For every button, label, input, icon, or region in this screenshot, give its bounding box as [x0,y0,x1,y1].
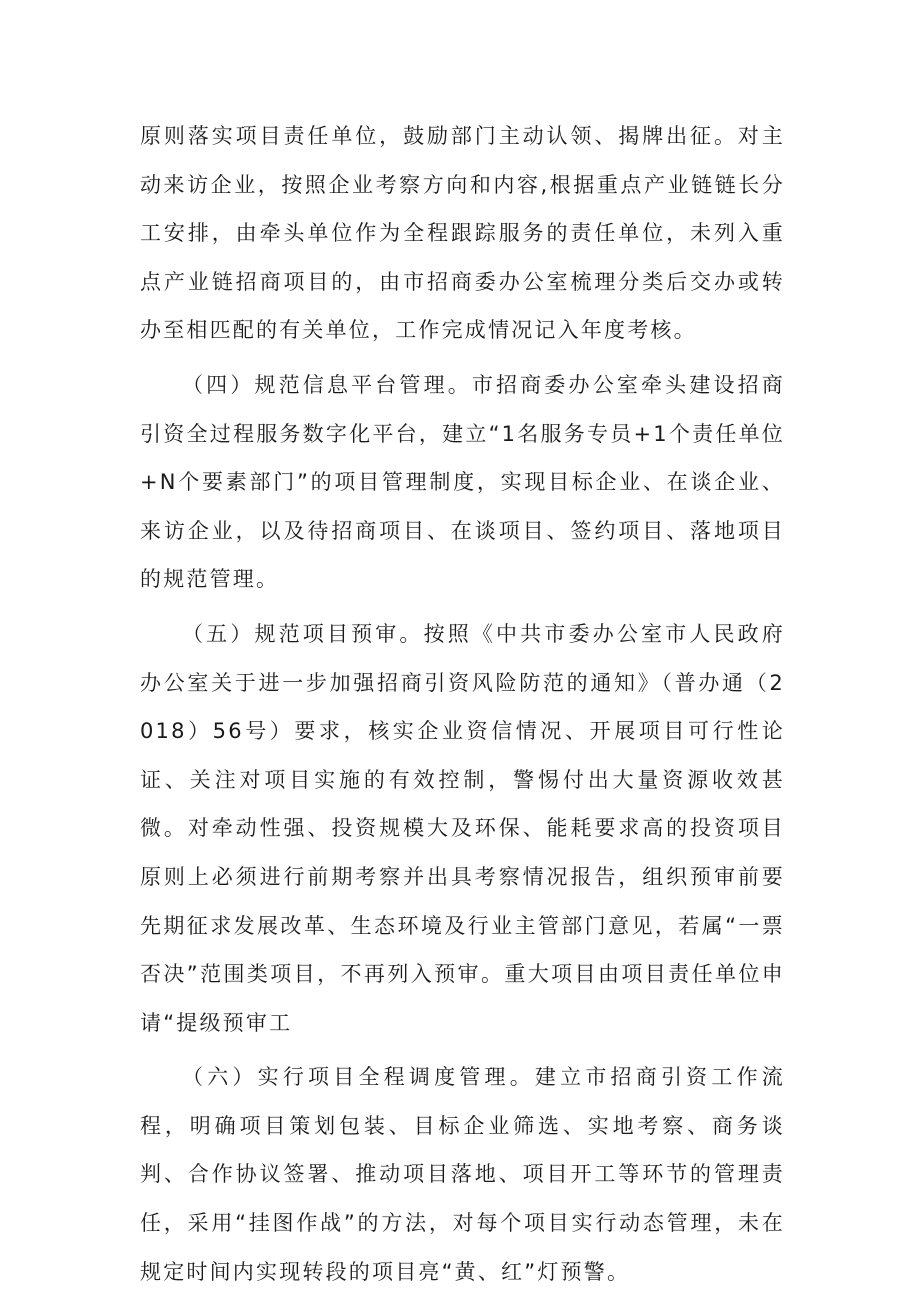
paragraph-section-4: （四）规范信息平台管理。市招商委办公室牵头建设招商引资全过程服务数字化平台，建立“1名服务专员+1个责任单位+N个要素部门”的项目管理制度，实现目标企业、在谈企业、来访企业，以及待招商项目、在谈项目、签约项目、落地项目的规范管理。 [140,372,785,592]
paragraph-section-5: （五）规范项目预审。按照《中共市委办公室市人民政府办公室关于进一步加强招商引资风险防范的通知》（普办通（2018）56号）要求，核实企业资信情况、开展项目可行性论证、关注对项目实施的有效控制，警惕付出大量资源收效甚微。对牵动性强、投资规模大及环保、能耗要求高的投资项目原则上必须进行前期考察并出具考察情况报告，组织预审前要先期征求发展改革、生态环境及行业主管部门意见，若属“一票否决”范围类项目，不再列入预审。重大项目由项目责任单位申请“提级预审工 [140,621,785,1035]
paragraph-section-6: （六）实行项目全程调度管理。建立市招商引资工作流程，明确项目策划包装、目标企业筛选、实地考察、商务谈判、合作协议签署、推动项目落地、项目开工等环节的管理责任，采用“挂图作战”的方法，对每个项目实行动态管理，未在规定时间内实现转段的项目亮“黄、红”灯预警。 [140,1065,785,1284]
document-body [140,112,785,1296]
paragraph-continuation: 原则落实项目责任单位，鼓励部门主动认领、揭牌出征。对主动来访企业，按照企业考察方向和内容,根据重点产业链链长分工安排，由牵头单位作为全程跟踪服务的责任单位，未列入重点产业链招商项目的，由市招商委办公室梳理分类后交办或转办至相匹配的有关单位，工作完成情况记入年度考核。 [140,124,785,343]
